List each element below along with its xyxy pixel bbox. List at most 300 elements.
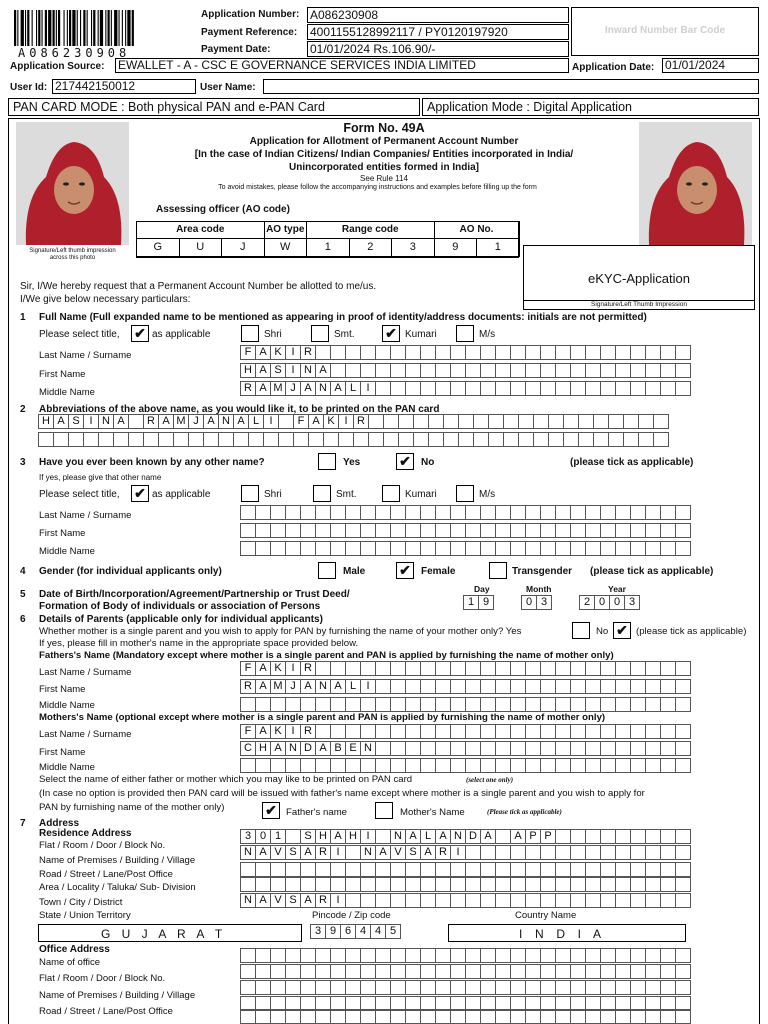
char-cell[interactable] [420, 862, 436, 877]
char-cell[interactable] [270, 1009, 286, 1024]
char-cell[interactable] [645, 661, 661, 676]
s5-month-grid[interactable] [521, 595, 551, 610]
char-cell[interactable] [375, 877, 391, 892]
char-cell[interactable] [615, 505, 631, 520]
char-cell[interactable] [255, 980, 271, 995]
char-cell[interactable] [660, 980, 676, 995]
char-cell[interactable] [675, 381, 691, 396]
char-cell[interactable] [675, 964, 691, 979]
char-cell[interactable]: S [285, 845, 301, 860]
char-cell[interactable] [263, 432, 279, 447]
char-cell[interactable] [600, 505, 616, 520]
char-cell[interactable] [660, 877, 676, 892]
char-cell[interactable] [525, 964, 541, 979]
char-cell[interactable] [645, 758, 661, 773]
char-cell[interactable] [675, 948, 691, 963]
char-cell[interactable] [375, 980, 391, 995]
char-cell[interactable] [413, 414, 429, 429]
char-cell[interactable] [315, 964, 331, 979]
char-cell[interactable]: J [285, 381, 301, 396]
char-cell[interactable] [345, 697, 361, 712]
char-cell[interactable]: A [330, 679, 346, 694]
char-cell[interactable] [675, 741, 691, 756]
char-cell[interactable]: A [315, 741, 331, 756]
char-cell[interactable] [390, 893, 406, 908]
char-cell[interactable] [375, 893, 391, 908]
char-cell[interactable]: 0 [594, 595, 610, 610]
char-cell[interactable] [368, 432, 384, 447]
char-cell[interactable] [458, 432, 474, 447]
char-cell[interactable]: S [405, 845, 421, 860]
char-cell[interactable] [675, 845, 691, 860]
char-cell[interactable] [645, 829, 661, 844]
char-cell[interactable] [675, 1009, 691, 1024]
char-cell[interactable] [675, 345, 691, 360]
char-cell[interactable] [600, 541, 616, 556]
char-cell[interactable] [360, 363, 376, 378]
char-cell[interactable]: N [315, 381, 331, 396]
char-cell[interactable]: D [465, 829, 481, 844]
char-cell[interactable] [585, 381, 601, 396]
s1-smt-checkbox[interactable] [311, 325, 329, 342]
char-cell[interactable]: A [255, 661, 271, 676]
char-cell[interactable] [630, 741, 646, 756]
char-cell[interactable] [285, 948, 301, 963]
char-cell[interactable] [435, 948, 451, 963]
char-cell[interactable] [480, 893, 496, 908]
char-cell[interactable] [405, 948, 421, 963]
ao-value-cell[interactable]: 9 [434, 238, 478, 257]
char-cell[interactable] [630, 661, 646, 676]
char-cell[interactable] [405, 381, 421, 396]
char-cell[interactable] [443, 414, 459, 429]
char-cell[interactable]: N [360, 741, 376, 756]
char-cell[interactable] [345, 345, 361, 360]
char-cell[interactable] [255, 862, 271, 877]
char-cell[interactable] [375, 948, 391, 963]
char-cell[interactable] [660, 741, 676, 756]
char-cell[interactable] [600, 1009, 616, 1024]
char-cell[interactable] [390, 862, 406, 877]
char-cell[interactable] [555, 862, 571, 877]
s3-kumari-checkbox[interactable] [382, 485, 400, 502]
char-cell[interactable] [630, 877, 646, 892]
char-cell[interactable] [218, 432, 234, 447]
char-cell[interactable] [450, 363, 466, 378]
char-cell[interactable] [525, 862, 541, 877]
char-cell[interactable] [495, 541, 511, 556]
char-cell[interactable]: P [540, 829, 556, 844]
char-cell[interactable] [645, 948, 661, 963]
char-cell[interactable] [450, 345, 466, 360]
char-cell[interactable] [315, 862, 331, 877]
char-cell[interactable]: J [188, 414, 204, 429]
char-cell[interactable] [233, 432, 249, 447]
char-cell[interactable] [420, 893, 436, 908]
char-cell[interactable] [615, 948, 631, 963]
char-cell[interactable] [450, 877, 466, 892]
char-cell[interactable] [390, 1009, 406, 1024]
char-cell[interactable] [555, 661, 571, 676]
s1-first-name-grid[interactable] [240, 363, 690, 378]
char-cell[interactable] [413, 432, 429, 447]
char-cell[interactable] [660, 724, 676, 739]
char-cell[interactable] [330, 1009, 346, 1024]
char-cell[interactable] [465, 679, 481, 694]
char-cell[interactable] [570, 829, 586, 844]
char-cell[interactable] [630, 845, 646, 860]
char-cell[interactable]: R [353, 414, 369, 429]
char-cell[interactable]: 1 [463, 595, 479, 610]
char-cell[interactable]: S [68, 414, 84, 429]
char-cell[interactable]: M [173, 414, 189, 429]
char-cell[interactable] [593, 432, 609, 447]
char-cell[interactable]: A [375, 845, 391, 860]
char-cell[interactable] [495, 697, 511, 712]
char-cell[interactable]: E [345, 741, 361, 756]
char-cell[interactable] [555, 345, 571, 360]
char-cell[interactable] [390, 661, 406, 676]
char-cell[interactable]: I [450, 845, 466, 860]
char-cell[interactable]: L [420, 829, 436, 844]
char-cell[interactable]: 1 [270, 829, 286, 844]
char-cell[interactable] [503, 432, 519, 447]
char-cell[interactable] [360, 1009, 376, 1024]
char-cell[interactable] [525, 893, 541, 908]
char-cell[interactable] [285, 523, 301, 538]
char-cell[interactable] [570, 877, 586, 892]
s1-kumari-checkbox[interactable]: ✔ [382, 325, 400, 342]
char-cell[interactable]: I [360, 381, 376, 396]
char-cell[interactable] [285, 758, 301, 773]
char-cell[interactable] [615, 697, 631, 712]
ao-value-cell[interactable]: U [179, 238, 223, 257]
char-cell[interactable]: M [270, 679, 286, 694]
char-cell[interactable]: I [360, 679, 376, 694]
char-cell[interactable] [570, 1009, 586, 1024]
char-cell[interactable]: K [270, 661, 286, 676]
char-cell[interactable] [585, 363, 601, 378]
char-cell[interactable]: A [113, 414, 129, 429]
char-cell[interactable] [600, 741, 616, 756]
char-cell[interactable]: I [330, 845, 346, 860]
char-cell[interactable]: I [338, 414, 354, 429]
char-cell[interactable]: K [270, 345, 286, 360]
char-cell[interactable] [510, 661, 526, 676]
s7-office-name-grid-2[interactable] [240, 964, 690, 979]
char-cell[interactable] [615, 980, 631, 995]
char-cell[interactable]: I [285, 724, 301, 739]
char-cell[interactable] [615, 724, 631, 739]
char-cell[interactable] [405, 697, 421, 712]
char-cell[interactable]: A [300, 679, 316, 694]
char-cell[interactable]: M [270, 381, 286, 396]
char-cell[interactable] [465, 505, 481, 520]
s1-last-name-grid[interactable] [240, 345, 690, 360]
char-cell[interactable] [113, 432, 129, 447]
char-cell[interactable] [495, 505, 511, 520]
char-cell[interactable]: 0 [521, 595, 537, 610]
char-cell[interactable] [285, 964, 301, 979]
char-cell[interactable] [315, 724, 331, 739]
char-cell[interactable] [510, 697, 526, 712]
char-cell[interactable] [420, 679, 436, 694]
char-cell[interactable] [540, 893, 556, 908]
char-cell[interactable] [360, 758, 376, 773]
char-cell[interactable] [660, 381, 676, 396]
char-cell[interactable] [660, 829, 676, 844]
char-cell[interactable] [465, 523, 481, 538]
char-cell[interactable] [570, 505, 586, 520]
char-cell[interactable] [360, 505, 376, 520]
char-cell[interactable] [540, 980, 556, 995]
char-cell[interactable] [495, 964, 511, 979]
char-cell[interactable] [390, 724, 406, 739]
char-cell[interactable] [240, 697, 256, 712]
char-cell[interactable] [315, 1009, 331, 1024]
s3-last-name-grid[interactable] [240, 505, 690, 520]
char-cell[interactable] [345, 661, 361, 676]
char-cell[interactable] [675, 980, 691, 995]
char-cell[interactable] [555, 964, 571, 979]
char-cell[interactable] [600, 363, 616, 378]
char-cell[interactable] [203, 432, 219, 447]
char-cell[interactable] [615, 964, 631, 979]
char-cell[interactable] [345, 505, 361, 520]
char-cell[interactable] [68, 432, 84, 447]
char-cell[interactable] [405, 893, 421, 908]
char-cell[interactable] [525, 345, 541, 360]
char-cell[interactable] [645, 679, 661, 694]
char-cell[interactable]: N [218, 414, 234, 429]
char-cell[interactable] [450, 697, 466, 712]
char-cell[interactable] [570, 758, 586, 773]
char-cell[interactable]: A [255, 363, 271, 378]
char-cell[interactable] [480, 948, 496, 963]
char-cell[interactable] [240, 523, 256, 538]
char-cell[interactable] [585, 505, 601, 520]
char-cell[interactable] [630, 381, 646, 396]
s1-ms-checkbox[interactable] [456, 325, 474, 342]
char-cell[interactable] [525, 758, 541, 773]
char-cell[interactable]: I [285, 345, 301, 360]
char-cell[interactable] [480, 661, 496, 676]
char-cell[interactable] [540, 381, 556, 396]
char-cell[interactable] [375, 829, 391, 844]
char-cell[interactable]: C [240, 741, 256, 756]
char-cell[interactable] [600, 964, 616, 979]
char-cell[interactable] [315, 505, 331, 520]
char-cell[interactable] [345, 724, 361, 739]
char-cell[interactable] [675, 679, 691, 694]
char-cell[interactable] [450, 1009, 466, 1024]
char-cell[interactable] [128, 432, 144, 447]
char-cell[interactable] [480, 697, 496, 712]
char-cell[interactable] [450, 862, 466, 877]
char-cell[interactable] [368, 414, 384, 429]
char-cell[interactable] [495, 948, 511, 963]
char-cell[interactable]: A [255, 345, 271, 360]
char-cell[interactable] [495, 829, 511, 844]
char-cell[interactable] [308, 432, 324, 447]
char-cell[interactable] [480, 505, 496, 520]
char-cell[interactable] [480, 679, 496, 694]
char-cell[interactable] [345, 980, 361, 995]
char-cell[interactable]: N [240, 893, 256, 908]
char-cell[interactable] [405, 877, 421, 892]
char-cell[interactable] [240, 758, 256, 773]
char-cell[interactable] [465, 893, 481, 908]
char-cell[interactable] [270, 948, 286, 963]
char-cell[interactable] [480, 523, 496, 538]
char-cell[interactable] [420, 980, 436, 995]
char-cell[interactable] [533, 432, 549, 447]
char-cell[interactable] [420, 523, 436, 538]
char-cell[interactable] [630, 541, 646, 556]
char-cell[interactable]: 3 [310, 924, 326, 939]
char-cell[interactable]: R [315, 845, 331, 860]
char-cell[interactable] [270, 964, 286, 979]
char-cell[interactable] [600, 877, 616, 892]
char-cell[interactable] [570, 948, 586, 963]
char-cell[interactable] [300, 877, 316, 892]
char-cell[interactable] [405, 523, 421, 538]
char-cell[interactable]: B [330, 741, 346, 756]
char-cell[interactable]: F [240, 661, 256, 676]
s7-office-name-grid[interactable] [240, 948, 690, 963]
char-cell[interactable] [420, 724, 436, 739]
char-cell[interactable]: H [315, 829, 331, 844]
char-cell[interactable]: A [300, 893, 316, 908]
char-cell[interactable]: R [315, 893, 331, 908]
char-cell[interactable] [398, 414, 414, 429]
char-cell[interactable] [480, 1009, 496, 1024]
char-cell[interactable]: R [240, 679, 256, 694]
char-cell[interactable] [525, 363, 541, 378]
char-cell[interactable] [345, 541, 361, 556]
ao-value-cell[interactable]: 1 [306, 238, 350, 257]
char-cell[interactable] [510, 523, 526, 538]
char-cell[interactable] [495, 661, 511, 676]
char-cell[interactable] [555, 877, 571, 892]
char-cell[interactable] [330, 505, 346, 520]
char-cell[interactable] [345, 964, 361, 979]
char-cell[interactable] [405, 661, 421, 676]
char-cell[interactable] [435, 345, 451, 360]
char-cell[interactable] [570, 661, 586, 676]
char-cell[interactable] [375, 505, 391, 520]
char-cell[interactable] [450, 381, 466, 396]
char-cell[interactable] [405, 741, 421, 756]
s6-father-first-grid[interactable] [240, 679, 690, 694]
char-cell[interactable]: A [405, 829, 421, 844]
char-cell[interactable] [458, 414, 474, 429]
char-cell[interactable] [420, 381, 436, 396]
char-cell[interactable]: A [300, 381, 316, 396]
char-cell[interactable] [480, 541, 496, 556]
s7-state-box[interactable] [38, 924, 302, 942]
char-cell[interactable] [420, 964, 436, 979]
char-cell[interactable] [615, 381, 631, 396]
char-cell[interactable] [300, 862, 316, 877]
char-cell[interactable] [600, 679, 616, 694]
char-cell[interactable]: A [435, 829, 451, 844]
char-cell[interactable] [360, 697, 376, 712]
char-cell[interactable] [450, 964, 466, 979]
char-cell[interactable] [435, 661, 451, 676]
char-cell[interactable]: P [525, 829, 541, 844]
char-cell[interactable]: N [300, 363, 316, 378]
s7-road-grid[interactable] [240, 862, 690, 877]
char-cell[interactable] [435, 381, 451, 396]
char-cell[interactable] [405, 345, 421, 360]
char-cell[interactable]: A [255, 381, 271, 396]
char-cell[interactable]: H [240, 363, 256, 378]
char-cell[interactable] [525, 697, 541, 712]
char-cell[interactable]: A [255, 724, 271, 739]
char-cell[interactable] [270, 758, 286, 773]
char-cell[interactable]: S [285, 893, 301, 908]
char-cell[interactable] [495, 1009, 511, 1024]
char-cell[interactable] [585, 345, 601, 360]
char-cell[interactable] [450, 758, 466, 773]
char-cell[interactable] [630, 345, 646, 360]
char-cell[interactable] [510, 381, 526, 396]
char-cell[interactable] [465, 964, 481, 979]
char-cell[interactable] [600, 724, 616, 739]
char-cell[interactable] [585, 697, 601, 712]
char-cell[interactable] [315, 948, 331, 963]
char-cell[interactable] [540, 697, 556, 712]
char-cell[interactable] [300, 948, 316, 963]
char-cell[interactable] [405, 862, 421, 877]
char-cell[interactable] [375, 363, 391, 378]
char-cell[interactable] [300, 505, 316, 520]
char-cell[interactable] [525, 877, 541, 892]
char-cell[interactable]: 0 [609, 595, 625, 610]
s3-ms-checkbox[interactable] [456, 485, 474, 502]
char-cell[interactable] [600, 381, 616, 396]
char-cell[interactable] [360, 523, 376, 538]
char-cell[interactable] [300, 758, 316, 773]
char-cell[interactable] [623, 414, 639, 429]
char-cell[interactable] [675, 893, 691, 908]
char-cell[interactable] [390, 505, 406, 520]
s3-middle-name-grid[interactable] [240, 541, 690, 556]
char-cell[interactable] [660, 523, 676, 538]
char-cell[interactable] [383, 432, 399, 447]
char-cell[interactable] [495, 741, 511, 756]
char-cell[interactable] [285, 829, 301, 844]
char-cell[interactable]: A [510, 829, 526, 844]
char-cell[interactable] [240, 505, 256, 520]
char-cell[interactable] [540, 758, 556, 773]
char-cell[interactable] [510, 980, 526, 995]
char-cell[interactable] [375, 345, 391, 360]
char-cell[interactable] [675, 829, 691, 844]
char-cell[interactable] [630, 1009, 646, 1024]
char-cell[interactable] [615, 877, 631, 892]
char-cell[interactable] [555, 505, 571, 520]
char-cell[interactable] [645, 363, 661, 378]
char-cell[interactable] [585, 1009, 601, 1024]
char-cell[interactable] [443, 432, 459, 447]
char-cell[interactable] [510, 345, 526, 360]
char-cell[interactable] [540, 1009, 556, 1024]
char-cell[interactable] [630, 829, 646, 844]
char-cell[interactable] [270, 877, 286, 892]
char-cell[interactable] [555, 697, 571, 712]
